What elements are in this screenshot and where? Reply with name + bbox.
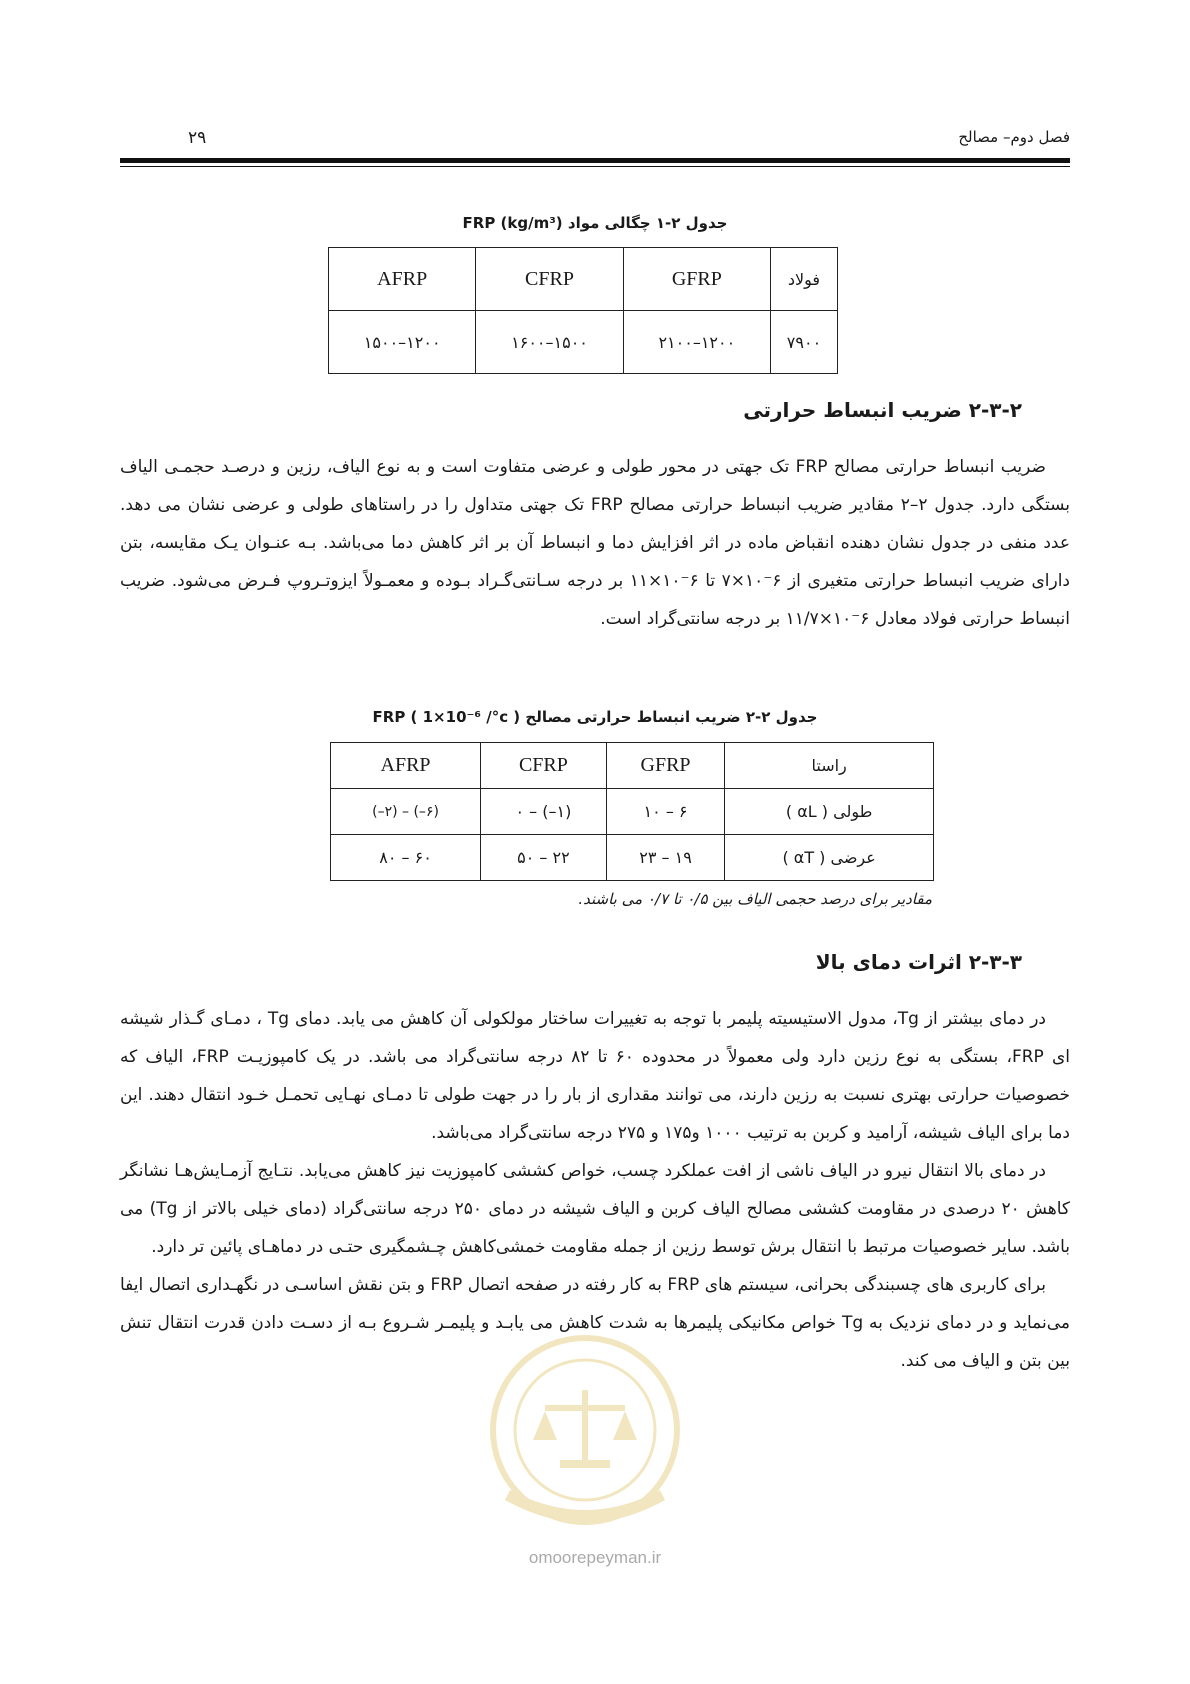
density-table — [328, 247, 838, 374]
table-header-cell: AFRP — [331, 743, 481, 789]
thermal-expansion-table — [330, 742, 934, 881]
running-header — [120, 128, 1070, 154]
table-cell: ۶ – ۱۰ — [606, 789, 724, 835]
table-cell: ۱۵۰۰–۱۶۰۰ — [476, 311, 623, 374]
paragraph: برای کاربری های چسبندگی بحرانی، سیستم های FRP به کار رفته در صفحه اتصال FRP و بتن نقش اساسـی در نگهـداری اتصال ایفا می‌نماید و در دمای نزدیک به Tg خواص مکانیکی پلیمرها به شدت کاهش می یابـد و پلیمـر شـروع بـه از دسـت دادن قدرت انتقال تنش بین بتن و الیاف می کند. — [120, 1275, 1070, 1371]
table1-caption: جدول ۲-۱ چگالی مواد FRP (kg/m³) — [462, 214, 728, 232]
table-row — [331, 743, 934, 789]
table-cell: ۷۹۰۰ — [770, 311, 837, 374]
paragraph: ضریب انبساط حرارتی مصالح FRP تک جهتی در محور طولی و عرضی متفاوت است و به نوع الیاف، رزین و درصـد حجمـی الیاف بستگی دارد. جدول ۲–۲ مقادیر ضریب انبساط حرارتی مصالح FRP تک جهتی متداول را در راستاهای طولی و عرضی نشان می دهد. عدد منفی در جدول نشان دهنده انقباض ماده در اثر افزایش دما و انبساط آن بر اثر کاهش دما می‌باشد. بـه عنـوان یـک مقایسه، بتن دارای ضریب انبساط حرارتی متغیری از ۶⁻۱۰×۷ تا ۶⁻۱۰×۱۱ بر درجه سـانتی‌گـراد بـوده و معمـولاً ایزوتـروپ فـرض می‌شود. ضریب انبساط حرارتی فولاد معادل ۶⁻۱۰×۱۱/۷ بر درجه سانتی‌گراد است. — [120, 457, 1070, 629]
section-heading: ۲-۳-۲ ضریب انبساط حرارتی — [743, 398, 1022, 422]
paragraph: در دمای بیشتر از Tg، مدول الاستیسیته پلیمر با توجه به تغییرات ساختار مولکولی آن کاهش می یابد. دمای Tg ، دمـای گـذار شیشه ای FRP، بستگی به نوع رزین دارد ولی معمولاً در محدوده ۶۰ تا ۸۲ درجه سانتی‌گراد می باشد. در یک کامپوزیـت FRP، الیاف که خصوصیات حرارتی بهتری نسبت به رزین دارند، می توانند مقداری از بار را در جهت طولی تا دمـای نهـایی تحمـل خـود انتقال دهند. این دما برای الیاف شیشه، آرامید و کربن به ترتیب ۱۰۰۰ و۱۷۵ و ۲۷۵ درجه سانتی‌گراد می‌باشد. — [120, 1009, 1070, 1143]
table-header-cell: AFRP — [329, 248, 476, 311]
header-rule-thin — [120, 166, 1070, 167]
table-row — [331, 835, 934, 881]
table-cell: ۲۲ – ۵۰ — [481, 835, 607, 881]
table2-caption: جدول ۲-۲ ضریب انبساط حرارتی مصالح FRP ( 1×10⁻⁶ /°c ) — [372, 708, 818, 726]
watermark-url: omoorepeyman.ir — [528, 1548, 662, 1567]
table-row-label: عرضی ( αT ) — [725, 835, 934, 881]
paragraph: در دمای بالا انتقال نیرو در الیاف ناشی از افت عملکرد چسب، خواص کششی کامپوزیت نیز کاهش می‌یابد. نتـایج آزمـایش‌هـا نشانگر کاهش ۲۰ درصدی در مقاومت کششی مصالح الیاف کربن و الیاف شیشه در دمای ۲۵۰ درجه سانتی‌گراد (دمای خیلی بالاتر از Tg) می باشد. سایر خصوصیات مرتبط با انتقال برش توسط رزین از جمله مقاومت خمشی‌کاهش چـشمگیری حتـی در دماهـای پائین تر دارد. — [120, 1161, 1070, 1257]
table-header-cell: راستا — [725, 743, 934, 789]
chapter-title: فصل دوم– مصالح — [958, 128, 1070, 146]
table-row — [329, 248, 838, 311]
section1-body — [120, 448, 1070, 638]
table-header-cell: GFRP — [623, 248, 770, 311]
table-row-label: طولی ( αL ) — [725, 789, 934, 835]
table-header-cell: CFRP — [476, 248, 623, 311]
table-cell: ۱۲۰۰–۱۵۰۰ — [329, 311, 476, 374]
table-header-cell: CFRP — [481, 743, 607, 789]
header-rule — [120, 158, 1070, 163]
watermark-seal — [485, 1330, 685, 1550]
table-cell: ۱۲۰۰–۲۱۰۰ — [623, 311, 770, 374]
table-cell: ۱۹ – ۲۳ — [606, 835, 724, 881]
table-row — [331, 789, 934, 835]
section-heading: ۲-۳-۳ اثرات دمای بالا — [815, 950, 1022, 974]
table-cell: (۶–) – (۲–) — [331, 789, 481, 835]
table-row — [329, 311, 838, 374]
table-header-cell: GFRP — [606, 743, 724, 789]
section2-body — [120, 1000, 1070, 1380]
table-note: مقادیر برای درصد حجمی الیاف بین ۰/۵ تا ۰/۷ می باشند. — [578, 890, 932, 908]
table-header-cell: فولاد — [770, 248, 837, 311]
table-cell: (۱–) – ۰ — [481, 789, 607, 835]
page-number: ۲۹ — [188, 128, 207, 148]
table-cell: ۶۰ – ۸۰ — [331, 835, 481, 881]
